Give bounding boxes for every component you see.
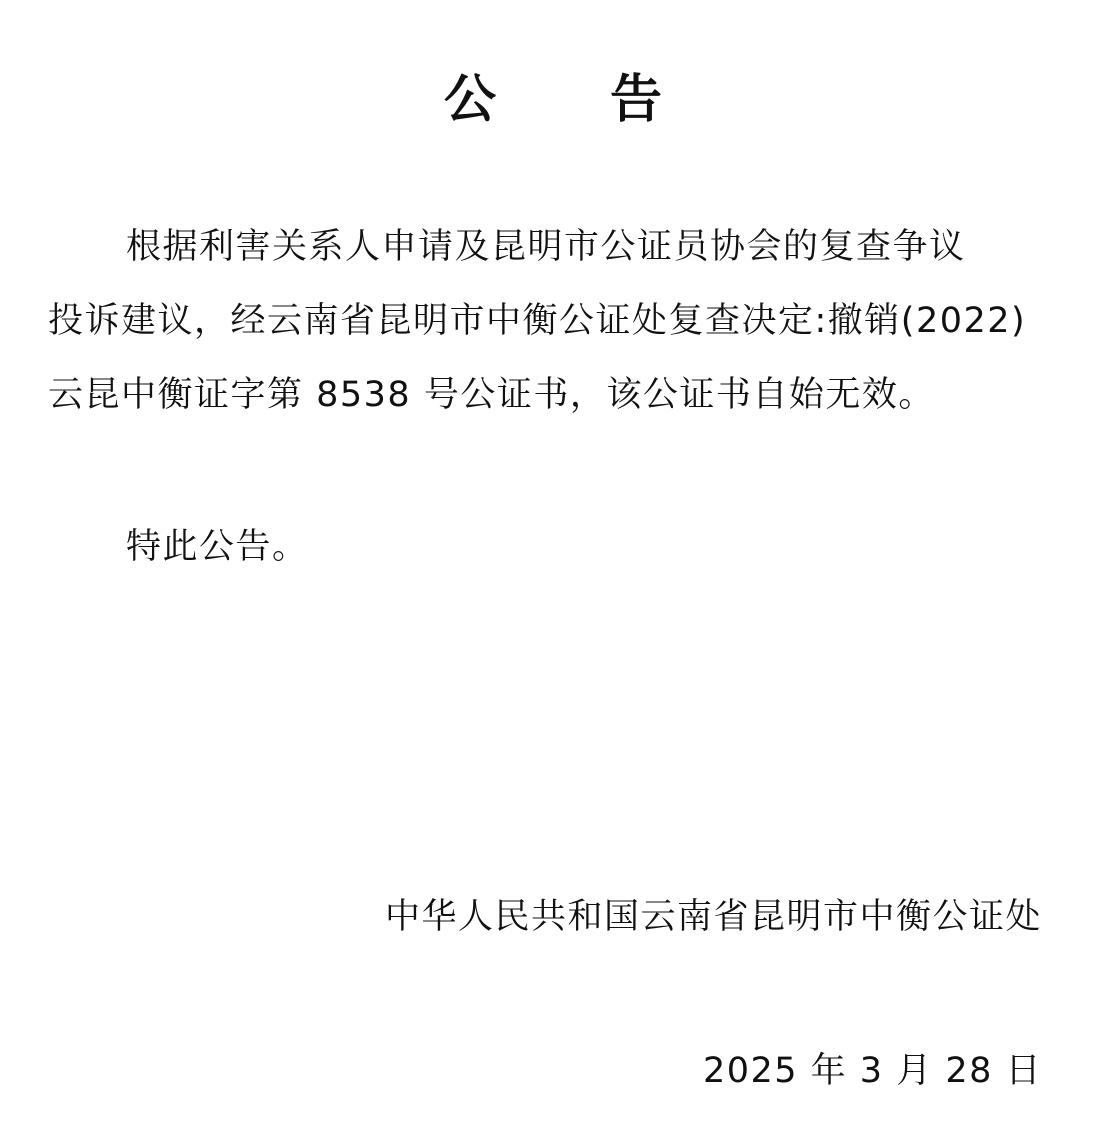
notice-closing-statement: 特此公告。 bbox=[126, 527, 309, 567]
paragraph-line-3: 云昆中衡证字第 8538 号公证书，该公证书自始无效。 bbox=[48, 375, 935, 415]
notice-paragraph-main bbox=[48, 210, 1048, 432]
issue-date: 2025 年 3 月 28 日 bbox=[702, 1051, 1042, 1091]
paragraph-line-1: 根据利害关系人申请及昆明市公证员协会的复查争议 bbox=[126, 227, 966, 267]
notice-title: 公 告 bbox=[443, 69, 711, 130]
issuer-signature: 中华人民共和国云南省昆明市中衡公证处 bbox=[384, 897, 1042, 937]
paragraph-line-2: 投诉建议，经云南省昆明市中衡公证处复查决定:撤销(2022) bbox=[48, 301, 1027, 341]
